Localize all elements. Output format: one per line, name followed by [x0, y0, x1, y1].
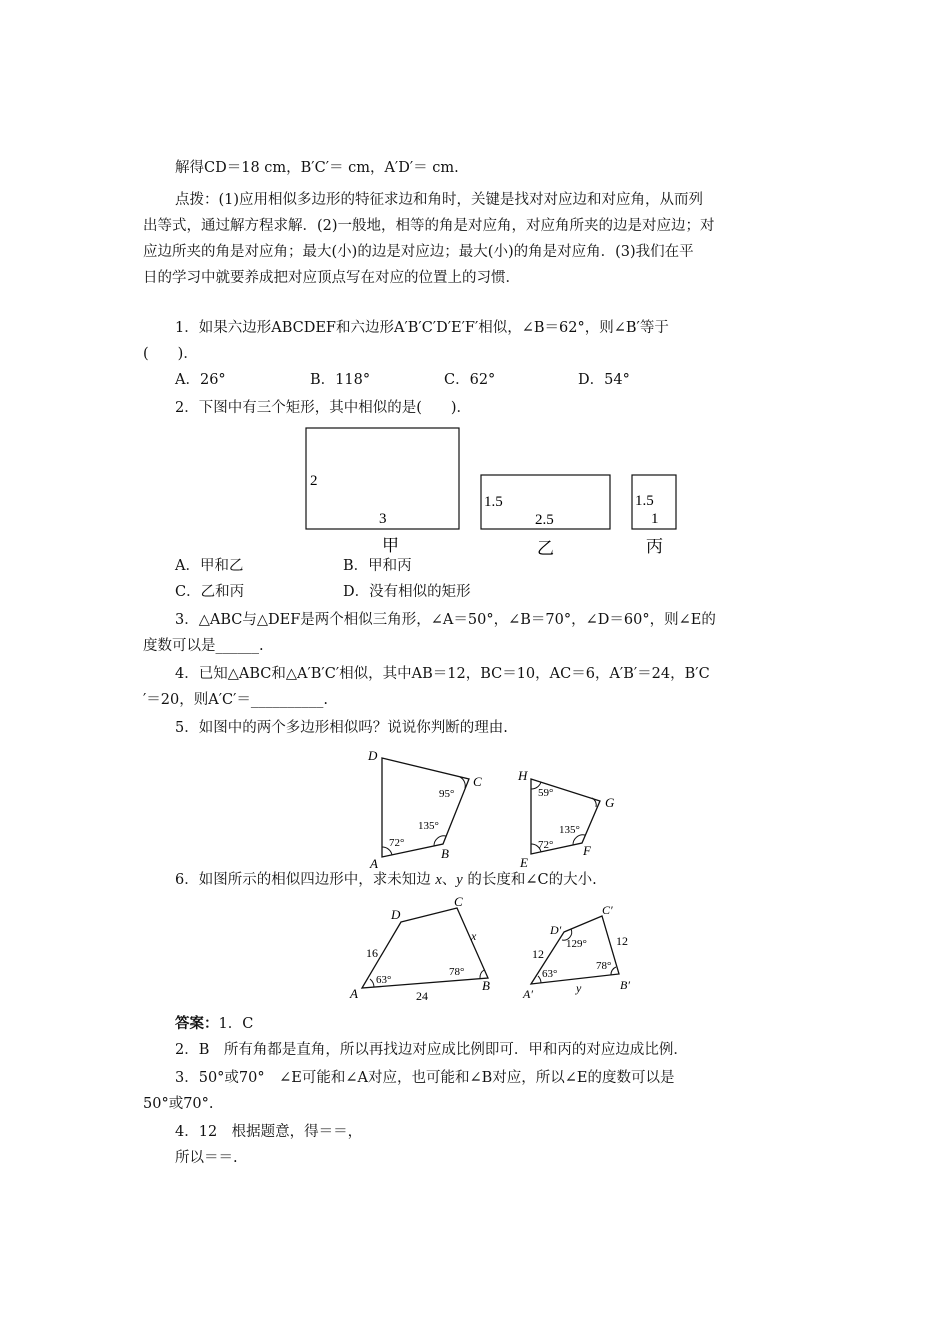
angle-a-prime-value: 63°: [542, 968, 558, 980]
q2-option-c: C．乙和丙: [175, 584, 245, 600]
q6-var-y: y: [456, 872, 463, 888]
answer-4-line-1: 4．12 根据题意，得＝＝，: [175, 1124, 363, 1140]
side-ad-prime-value: 12: [532, 947, 544, 961]
label-b-prime: B′: [620, 978, 630, 992]
q4-stem-line-1: 4．已知△ABC和△A′B′C′相似，其中AB＝12，BC＝10，AC＝6，A′B′＝24，B′C: [175, 666, 710, 682]
answers-line-1: [175, 1014, 253, 1034]
label-b: B: [441, 846, 449, 861]
angle-e-value: 72°: [538, 839, 554, 851]
rect-yi-name: 乙: [537, 539, 554, 558]
angle-a-value: 72°: [389, 837, 405, 849]
rectangles-figure: [300, 424, 690, 560]
angle-c-arc: [460, 777, 465, 788]
answer-3-line-2: 50°或70°.: [143, 1096, 214, 1112]
side-bc-prime-value: 12: [616, 934, 628, 948]
hint-line-1: 点拨：(1)应用相似多边形的特征求边和角时，关键是找对对应边和对应角，从而列: [175, 192, 704, 208]
angle-c-value: 95°: [439, 788, 455, 800]
q1-option-a: A．26°: [175, 372, 226, 388]
q1-option-c: C．62°: [444, 372, 496, 388]
rect-jia-height: 2: [310, 473, 318, 489]
rect-bing-name: 丙: [646, 537, 663, 556]
angle-b-prime-value: 78°: [596, 960, 612, 972]
q2-stem: 2．下图中有三个矩形，其中相似的是( )．: [175, 400, 472, 416]
polygons-figure: [360, 744, 630, 868]
label-b-2: B: [482, 978, 490, 993]
solution-line: 解得CD＝18 cm，B′C′＝ cm，A′D′＝ cm.: [175, 160, 459, 176]
hint-line-2: 出等式，通过解方程求解．(2)一般地，相等的角是对应角，对应角所夹的边是对应边；对: [143, 218, 715, 234]
rect-bing-width: 1: [651, 511, 659, 527]
label-c-2: C: [454, 894, 463, 909]
hint-line-4: 日的学习中就要养成把对应顶点写在对应的位置上的习惯．: [143, 270, 520, 286]
rect-yi-height: 1.5: [484, 494, 503, 510]
side-ad-value: 16: [366, 946, 378, 960]
answer-3-line-1: 3．50°或70° ∠E可能和∠A对应，也可能和∠B对应，所以∠E的度数可以是: [175, 1070, 675, 1086]
q6-stem-b: 的长度和∠C的大小.: [462, 872, 597, 888]
answer-4-line-2: 所以＝＝.: [175, 1150, 238, 1166]
label-f: F: [583, 843, 591, 858]
angle-d-prime-value: 129°: [566, 938, 587, 950]
answer-2: 2．B 所有角都是直角，所以再找边对应成比例即可．甲和丙的对应边成比例．: [175, 1042, 688, 1058]
q6-stem-a: 6．如图所示的相似四边形中，求未知边: [175, 872, 436, 888]
angle-h-value: 59°: [538, 787, 554, 799]
rect-yi-width: 2.5: [535, 512, 554, 528]
similar-quads-figure: [340, 894, 640, 1002]
answer-1: 1．C: [218, 1016, 254, 1032]
q3-stem-line-2: 度数可以是______.: [143, 638, 264, 654]
q2-option-d: D．没有相似的矩形: [343, 584, 471, 600]
rect-jia-name: 甲: [382, 536, 399, 555]
side-ab-value: 24: [416, 989, 428, 1002]
q5-stem: 5．如图中的两个多边形相似吗？说说你判断的理由.: [175, 720, 508, 736]
label-e: E: [520, 855, 528, 868]
rect-jia-width: 3: [379, 511, 387, 527]
angle-a-prime-arc: [538, 976, 541, 983]
angle-b-arc-2: [480, 970, 484, 978]
q4-stem-line-2: ′＝20，则A′C′＝__________.: [143, 692, 329, 708]
label-a-2: A: [350, 986, 358, 1001]
q1-stem-line-2: ( )．: [143, 346, 198, 362]
label-c-prime: C′: [602, 903, 613, 917]
label-a: A: [370, 856, 378, 868]
hint-line-3: 应边所夹的角是对应角；最大(小)的边是对应边；最大(小)的角是对应角．(3)我们在平: [143, 244, 694, 260]
label-h: H: [518, 768, 528, 783]
q3-stem-line-1: 3．△ABC与△DEF是两个相似三角形，∠A＝50°，∠B＝70°，∠D＝60°，则∠E的: [175, 612, 716, 628]
q6-var-x: x: [435, 872, 442, 888]
q1-option-d: D．54°: [578, 372, 630, 388]
q6-stem: [175, 870, 597, 890]
side-x-label: x: [471, 929, 477, 943]
angle-a-value-2: 63°: [376, 974, 392, 986]
q1-stem-line-1: 1．如果六边形ABCDEF和六边形A′B′C′D′E′F′相似，∠B＝62°，则∠B′等于: [175, 320, 669, 336]
label-d: D: [368, 748, 378, 763]
label-a-prime: A′: [523, 987, 533, 1001]
side-y-label: y: [576, 981, 582, 995]
q1-option-b: B．118°: [310, 372, 371, 388]
angle-b-value: 135°: [418, 820, 439, 832]
angle-f-value: 135°: [559, 824, 580, 836]
label-c: C: [473, 774, 482, 789]
answers-title: 答案：: [175, 1015, 219, 1032]
label-g: G: [605, 795, 615, 810]
label-d-2: D: [391, 907, 401, 922]
q6-stem-sep: 、: [441, 872, 457, 888]
angle-a-arc-2: [370, 979, 374, 987]
rect-bing-height: 1.5: [635, 493, 654, 509]
q2-option-b: B．甲和丙: [343, 558, 412, 574]
q2-option-a: A．甲和乙: [175, 558, 244, 574]
label-d-prime: D′: [550, 923, 562, 937]
angle-b-value-2: 78°: [449, 966, 465, 978]
